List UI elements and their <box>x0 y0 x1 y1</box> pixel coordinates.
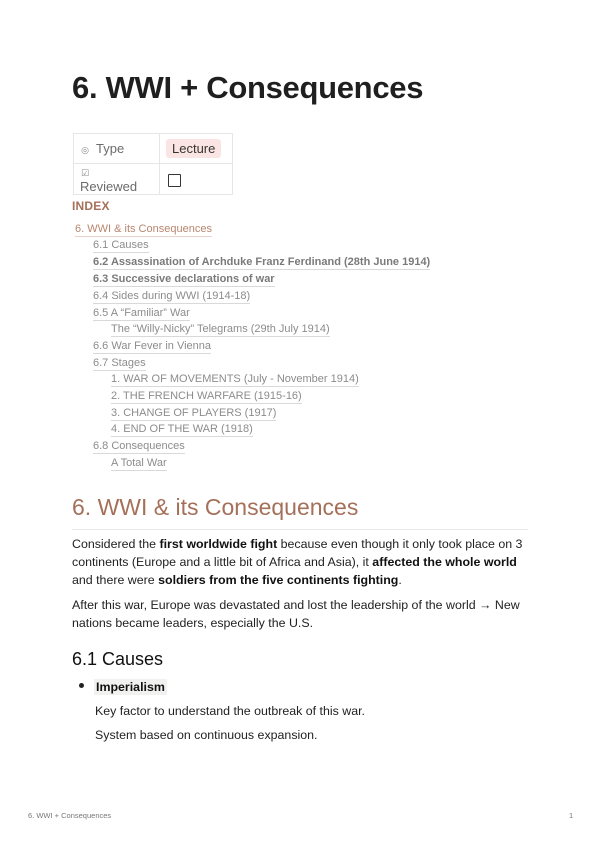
toc-link-section-6[interactable]: 6. WWI & its Consequences <box>75 223 212 235</box>
properties-table <box>73 133 233 195</box>
toc-link-telegrams[interactable]: The “Willy-Nicky” Telegrams (29th July 1914) <box>111 323 330 335</box>
index-title: INDEX <box>72 199 110 213</box>
property-value-type[interactable] <box>160 134 233 164</box>
toc-link-6-3[interactable]: 6.3 Successive declarations of war <box>93 273 275 285</box>
checkbox-icon: ☑ <box>80 168 90 178</box>
footer-title: 6. WWI + Consequences <box>28 811 112 820</box>
toc-link-stage-3[interactable]: 3. CHANGE OF PLAYERS (1917) <box>111 407 277 419</box>
toc-link-6-8[interactable]: 6.8 Consequences <box>93 440 185 452</box>
europe-paragraph: After this war, Europe was devastated and lost the leadership of the world → New nations became leaders, especially the U.S. <box>72 598 520 630</box>
page-title: 6. WWI + Consequences <box>72 70 424 105</box>
target-icon: ◎ <box>81 145 89 155</box>
page-number: 1 <box>569 811 574 820</box>
toc-link-6-6[interactable]: 6.6 War Fever in Vienna <box>93 340 212 352</box>
bullet-dot <box>79 683 84 688</box>
section-heading: 6. WWI & its Consequences <box>72 494 528 530</box>
type-tag[interactable]: Lecture <box>166 139 221 158</box>
bullet-line: Key factor to understand the outbreak of this war. <box>95 704 365 718</box>
toc-link-stage-2[interactable]: 2. THE FRENCH WARFARE (1915-16) <box>111 390 302 402</box>
toc-link-stage-4[interactable]: 4. END OF THE WAR (1918) <box>111 423 253 435</box>
bullet-line: System based on continuous expansion. <box>95 728 318 742</box>
intro-paragraph: Considered the first worldwide fight because even though it only took place on 3 continents (Europe and a little bit of Africa and Asia), it affected the whole world and there were soldiers from the five continents fighting. <box>72 537 523 587</box>
property-label-reviewed: ☑Reviewed <box>74 164 160 195</box>
toc-link-6-4[interactable]: 6.4 Sides during WWI (1914-18) <box>93 290 251 302</box>
property-value-reviewed[interactable] <box>160 164 233 195</box>
property-row-type <box>74 134 233 164</box>
toc-link-6-2[interactable]: 6.2 Assassination of Archduke Franz Ferdinand (28th June 1914) <box>93 256 431 268</box>
toc-link-total-war[interactable]: A Total War <box>111 457 167 469</box>
toc-link-stage-1[interactable]: 1. WAR OF MOVEMENTS (July - November 1914) <box>111 373 359 385</box>
property-row-reviewed <box>74 164 233 195</box>
toc-link-6-5[interactable]: 6.5 A “Familiar” War <box>93 307 190 319</box>
bullet-title-imperialism: Imperialism <box>96 680 165 694</box>
toc-link-6-1[interactable]: 6.1 Causes <box>93 239 149 251</box>
toc-link-6-7[interactable]: 6.7 Stages <box>93 357 146 369</box>
causes-heading: 6.1 Causes <box>72 649 164 669</box>
property-label-type: ◎ Type <box>74 134 160 164</box>
reviewed-checkbox[interactable] <box>168 174 181 187</box>
